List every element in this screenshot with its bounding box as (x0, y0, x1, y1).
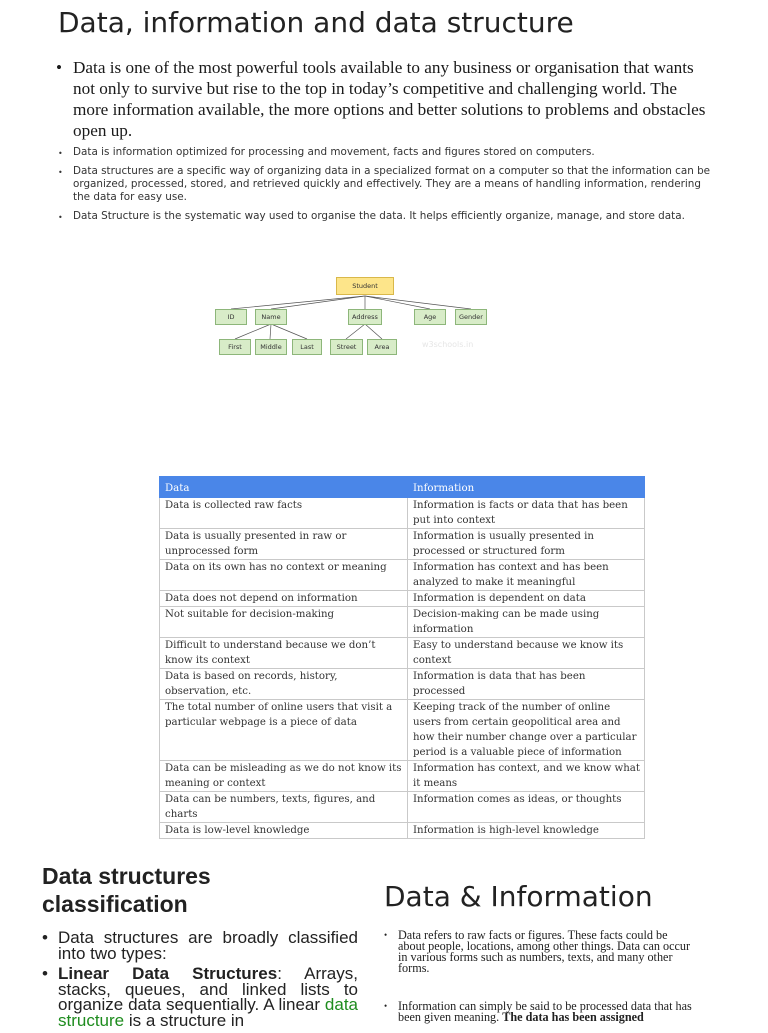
table-row (160, 560, 645, 591)
table-row (160, 700, 645, 761)
table-cell: Information is facts or data that has been put into context (408, 498, 645, 529)
data-info-bullet-text: Data refers to raw facts or figures. These facts could be about people, locations, among other things. Data can occur in various forms such as numbers, texts, and many other forms. (398, 928, 691, 975)
bullet-dot-icon: • (58, 168, 63, 177)
student-tree-diagram (200, 268, 500, 368)
classification-heading: Data structures classification (42, 863, 211, 917)
small-bullet-text: Data structures are a specific way of organizing data in a specialized format on a computer so that the information can be organized, processed, stored, and retrieved quickly and effectively. They are a means of handling information, rendering the data for easy use. (73, 165, 711, 203)
classification-bullet-text: Data structures are broadly classified into two types: (58, 928, 358, 963)
table-cell: Information is high-level knowledge (408, 823, 645, 839)
page-title: Data, information and data structure (58, 6, 574, 39)
table-cell: Data does not depend on information (160, 591, 408, 607)
data-information-body (384, 930, 694, 1023)
data-info-bullet (384, 930, 694, 974)
classification-bullet (42, 966, 358, 1028)
main-bullet (56, 57, 716, 141)
table-cell: Information is dependent on data (408, 591, 645, 607)
table-cell: Data can be numbers, texts, figures, and charts (160, 792, 408, 823)
bullet-dot-icon: • (384, 1001, 388, 1011)
tree-node: ID (215, 309, 247, 325)
bullet-dot-icon: • (384, 930, 388, 940)
table-row (160, 638, 645, 669)
tree-node: Name (255, 309, 287, 325)
small-bullet-text: Data Structure is the systematic way used to organise the data. It helps efficiently organize, manage, and store data. (73, 210, 685, 222)
data-info-bullet (384, 1001, 694, 1023)
linear-ds-term: Linear Data Structures (58, 964, 278, 983)
tree-node-root: Student (336, 277, 394, 295)
bullet-dot-icon: • (58, 213, 63, 222)
table-cell: Information comes as ideas, or thoughts (408, 792, 645, 823)
main-bullet-text: Data is one of the most powerful tools available to any business or organisation that wants not only to survive but rise to the top in today’s competitive and challenging world. The more information available, the more options and better solutions to problems and obstacles open up. (73, 58, 706, 140)
table-cell: Data is based on records, history, observation, etc. (160, 669, 408, 700)
table-header-cell: Information (408, 477, 645, 498)
small-bullet-item (58, 146, 718, 159)
classification-bullet (42, 930, 358, 961)
main-bullet-item (56, 57, 716, 141)
tree-node: Last (292, 339, 322, 355)
tree-node: Area (367, 339, 397, 355)
table-row (160, 669, 645, 700)
small-bullet-item (58, 210, 718, 223)
table-cell: Information is data that has been processed (408, 669, 645, 700)
table-cell: Data can be misleading as we do not know its meaning or context (160, 761, 408, 792)
table-cell: Decision-making can be made using information (408, 607, 645, 638)
small-bullet-text: Data is information optimized for processing and movement, facts and figures stored on computers. (73, 146, 595, 158)
table-cell: Information has context and has been analyzed to make it meaningful (408, 560, 645, 591)
table-cell: Information is usually presented in processed or structured form (408, 529, 645, 560)
data-info-bold-text: The data has been assigned (502, 1010, 644, 1024)
bullet-dot-icon: • (42, 964, 48, 983)
data-info-bullet-text: Information can simply be said to be processed data that has been given meaning. (398, 999, 692, 1024)
data-structure-link[interactable]: data structure (58, 995, 358, 1030)
table-cell: Data is usually presented in raw or unprocessed form (160, 529, 408, 560)
small-bullet-item (58, 165, 718, 204)
table-cell: Data is low-level knowledge (160, 823, 408, 839)
classification-body (42, 930, 358, 1033)
data-vs-information-table (159, 476, 645, 839)
data-information-heading: Data & Information (384, 880, 653, 913)
tree-node: Address (348, 309, 382, 325)
table-cell: Keeping track of the number of online users from certain geopolitical area and how their number change over a particular period is a valuable piece of information (408, 700, 645, 761)
small-bullet-list (58, 146, 718, 229)
table-cell: Not suitable for decision-making (160, 607, 408, 638)
table-row (160, 498, 645, 529)
table-cell: The total number of online users that visit a particular webpage is a piece of data (160, 700, 408, 761)
classification-bullet-text: : Arrays, stacks, queues, and linked lists to organize data sequentially. A linear (58, 964, 358, 1014)
table-cell: Difficult to understand because we don’t know its context (160, 638, 408, 669)
table-header-row (160, 477, 645, 498)
table-cell: Data on its own has no context or meaning (160, 560, 408, 591)
table-row (160, 823, 645, 839)
tree-node: Street (330, 339, 363, 355)
watermark-text: w3schools.in (422, 340, 474, 349)
table-cell: Easy to understand because we know its context (408, 638, 645, 669)
classification-bullet-tail: is a structure in (124, 1010, 245, 1030)
tree-node: Middle (255, 339, 287, 355)
bullet-dot-icon: • (56, 58, 63, 77)
table-row (160, 761, 645, 792)
table-row (160, 591, 645, 607)
tree-node: First (219, 339, 251, 355)
table-row (160, 529, 645, 560)
tree-node: Age (414, 309, 446, 325)
table-cell: Information has context, and we know what it means (408, 761, 645, 792)
table-row (160, 792, 645, 823)
bullet-dot-icon: • (42, 928, 48, 947)
bullet-dot-icon: • (58, 149, 63, 158)
table-row (160, 607, 645, 638)
table-cell: Data is collected raw facts (160, 498, 408, 529)
table-header-cell: Data (160, 477, 408, 498)
tree-node: Gender (455, 309, 487, 325)
